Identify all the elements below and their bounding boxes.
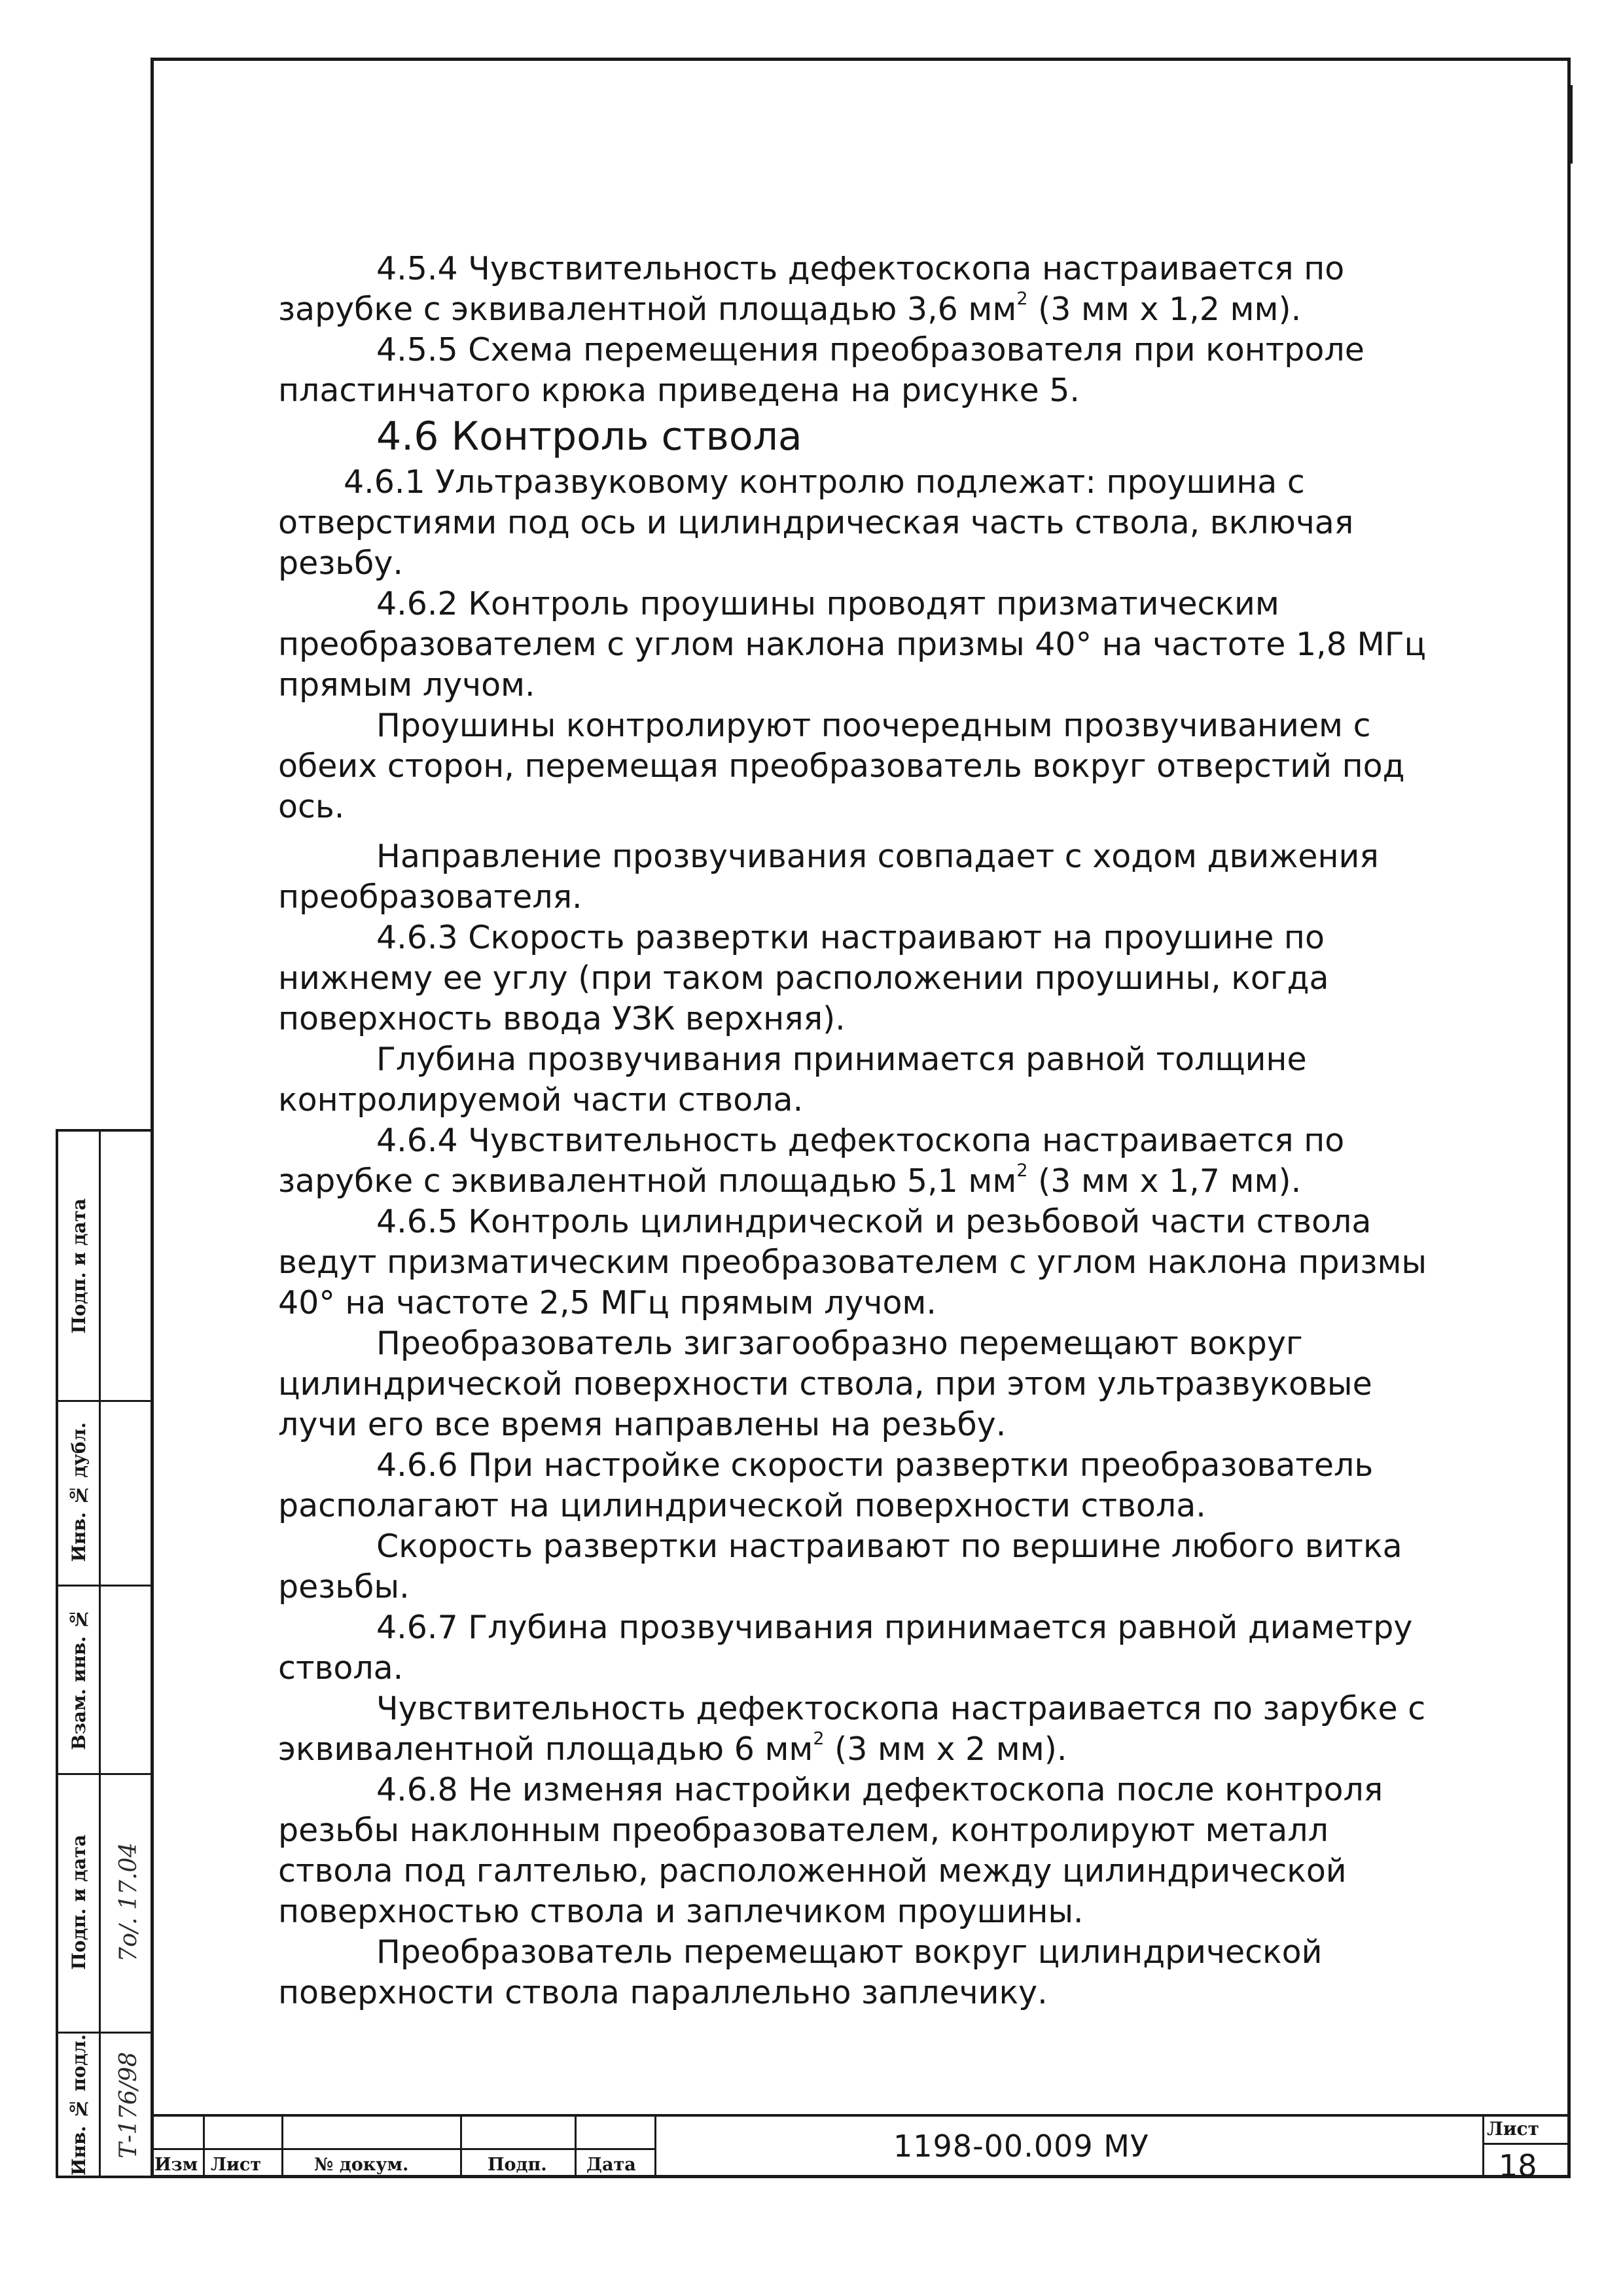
section-heading: 4.6 Контроль ствола (376, 414, 802, 459)
label-podp-data-top (60, 1132, 98, 1400)
title-block-line (1482, 2143, 1571, 2145)
paragraph-sensitivity (278, 1689, 1430, 1770)
paragraph-parallel: Преобразователь перемещают вокруг цилиндрической поверхности ствола параллельно заплечику. (278, 1933, 1323, 2011)
label-inv-dubl (60, 1400, 98, 1585)
paragraph-text: Чувствительность дефектоскопа настраивается по зарубке с эквивалентной площадью 6 мм (278, 1690, 1426, 1768)
paragraph-4-5-5: 4.5.5 Схема перемещения преобразователя при контроле пластинчатого крюка приведена на рисунке 5. (278, 331, 1364, 409)
paragraph-lugs: Проушины контролируют поочередным прозвучиванием с обеих сторон, перемещая преобразователь вокруг отверстий под ось. (278, 707, 1405, 825)
paragraph-4-6-7: 4.6.7 Глубина прозвучивания принимается равной диаметру ствола. (278, 1609, 1413, 1687)
paragraph-text-end: (3 мм х 2 мм). (824, 1731, 1067, 1768)
label-podp-data-bottom (60, 1773, 98, 2032)
paragraph-4-5-4 (278, 249, 1430, 330)
handwritten-text: 7о/. 17.04 (115, 1842, 142, 1962)
label-izm: Изм (154, 2155, 198, 2175)
label-podp: Подп. (488, 2155, 547, 2175)
superscript: 2 (1016, 1160, 1028, 1181)
sheet-number: 18 (1499, 2148, 1537, 2183)
paragraph-sweep: Скорость развертки настраивают по вершине любого витка резьбы. (278, 1528, 1402, 1605)
side-stamp (56, 1129, 154, 2178)
title-block-line (654, 2114, 656, 2178)
title-block-line (575, 2114, 577, 2178)
title-block (151, 2114, 1571, 2178)
paragraph-4-6-1: 4.6.1 Ультразвуковому контролю подлежат: проушина с отверстиями под ось и цилиндрическая часть ствола, включая резьбу. (278, 463, 1354, 582)
paragraph-4-6-3: 4.6.3 Скорость развертки настраивают на проушине по нижнему ее углу (при таком расположении проушины, когда поверхность ввода УЗК верхняя). (278, 919, 1329, 1037)
paragraph-text: 4.5.4 Чувствительность дефектоскопа настраивается по зарубке с эквивалентной площадью 3,6 мм (278, 250, 1345, 328)
stamp-label: Инв. № дубл. (67, 1422, 90, 1562)
title-block-line (203, 2114, 205, 2178)
paragraph-text-end: (3 мм х 1,7 мм). (1027, 1162, 1302, 1200)
paragraph-4-6-8: 4.6.8 Не изменяя настройки дефектоскопа после контроля резьбы наклонным преобразователем, контролируют металл ствола под галтелью, расположенной между цилиндрической поверхностью ствола и заплечиком проушины. (278, 1771, 1383, 1930)
paragraph-4-6-6: 4.6.6 При настройке скорости развертки преобразователь располагают на цилиндрической поверхности ствола. (278, 1446, 1374, 1524)
title-block-line (1482, 2114, 1484, 2178)
title-block-line (460, 2114, 462, 2178)
title-block-line (151, 2148, 654, 2150)
sheet-label: Лист (1487, 2118, 1539, 2140)
paragraph-text-end: (3 мм х 1,2 мм). (1027, 291, 1302, 328)
paragraph-4-6-5: 4.6.5 Контроль цилиндрической и резьбовой части ствола ведут призматическим преобразователем с углом наклона призмы 40° на частоте 2,5 МГц прямым лучом. (278, 1203, 1427, 1321)
paragraph-4-6-2: 4.6.2 Контроль проушины проводят призматическим преобразователем с углом наклона призмы 40° на частоте 1,8 МГц прямым лучом. (278, 585, 1426, 704)
document-code: 1198-00.009 МУ (893, 2128, 1149, 2164)
label-inv-podl (60, 2032, 98, 2178)
handwritten-text: Т-176/98 (115, 2051, 142, 2159)
stamp-label: Подп. и дата (67, 1835, 90, 1970)
side-divider (99, 1132, 101, 2176)
label-data: Дата (586, 2155, 636, 2175)
paragraph-direction: Направление прозвучивания совпадает с ходом движения преобразователя. (278, 838, 1379, 916)
paragraph-4-6-4 (278, 1121, 1430, 1202)
paragraph-text: 4.6.4 Чувствительность дефектоскопа настраивается по зарубке с эквивалентной площадью 5,1 мм (278, 1122, 1345, 1200)
stamp-label: Взам. инв. № (67, 1607, 90, 1750)
stamp-label: Подп. и дата (67, 1198, 90, 1334)
label-list: Лист (211, 2155, 262, 2175)
handwritten-inventory (101, 2032, 155, 2178)
handwritten-date (101, 1773, 155, 2032)
label-n-dokum: № докум. (314, 2155, 409, 2175)
frame-mark (1569, 85, 1573, 164)
paragraph-depth: Глубина прозвучивания принимается равной толщине контролируемой части ствола. (278, 1041, 1307, 1119)
title-block-line (151, 2114, 1571, 2117)
document-body (278, 249, 1430, 2013)
label-vzam-inv (60, 1585, 98, 1773)
stamp-label: Инв. № подл. (67, 2034, 90, 2176)
superscript: 2 (1016, 288, 1028, 309)
paragraph-zigzag: Преобразователь зигзагообразно перемещают вокруг цилиндрической поверхности ствола, при этом ультразвуковые лучи его все время направлены на резьбу. (278, 1325, 1372, 1443)
superscript: 2 (813, 1728, 825, 1749)
title-block-line (281, 2114, 283, 2178)
